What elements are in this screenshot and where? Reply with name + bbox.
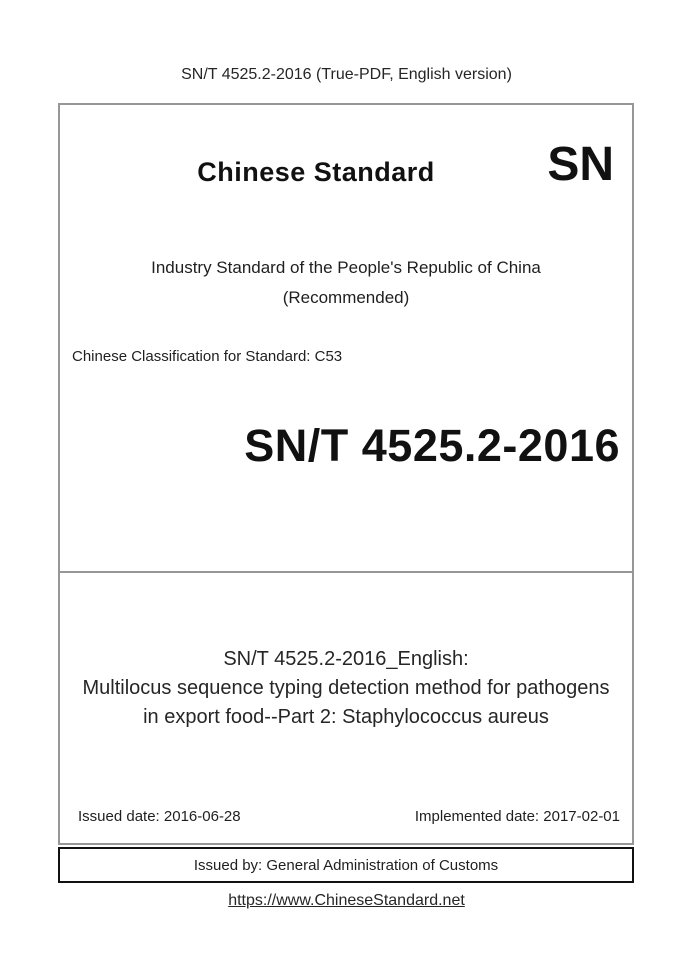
cover-box xyxy=(58,103,634,845)
issued-date: Issued date: 2016-06-28 xyxy=(78,808,241,825)
issuer-box xyxy=(58,847,634,883)
page-header-title: SN/T 4525.2-2016 (True-PDF, English version) xyxy=(181,66,512,83)
standard-type-line: Industry Standard of the People's Republic of China xyxy=(151,258,541,277)
standard-type-note: (Recommended) xyxy=(282,288,410,307)
sn-logo: SN xyxy=(547,138,614,191)
implemented-date: Implemented date: 2017-02-01 xyxy=(414,808,620,825)
dates-row xyxy=(78,808,620,825)
doc-title-block xyxy=(60,645,632,732)
website-link[interactable]: https://www.ChineseStandard.net xyxy=(228,892,465,909)
standard-number: SN/T 4525.2-2016 xyxy=(244,420,620,471)
brand-title: Chinese Standard xyxy=(197,157,435,187)
standard-type-block xyxy=(60,253,632,313)
doc-title-line-3: in export food--Part 2: Staphylococcus aureus xyxy=(143,706,549,728)
site-link-row xyxy=(0,892,693,910)
section-divider xyxy=(60,571,632,573)
doc-title-line-1: SN/T 4525.2-2016_English: xyxy=(223,648,469,670)
issuer-text: Issued by: General Administration of Customs xyxy=(193,856,499,874)
doc-title-line-2: Multilocus sequence typing detection method for pathogens xyxy=(82,677,610,699)
classification-line: Chinese Classification for Standard: C53 xyxy=(72,348,343,365)
